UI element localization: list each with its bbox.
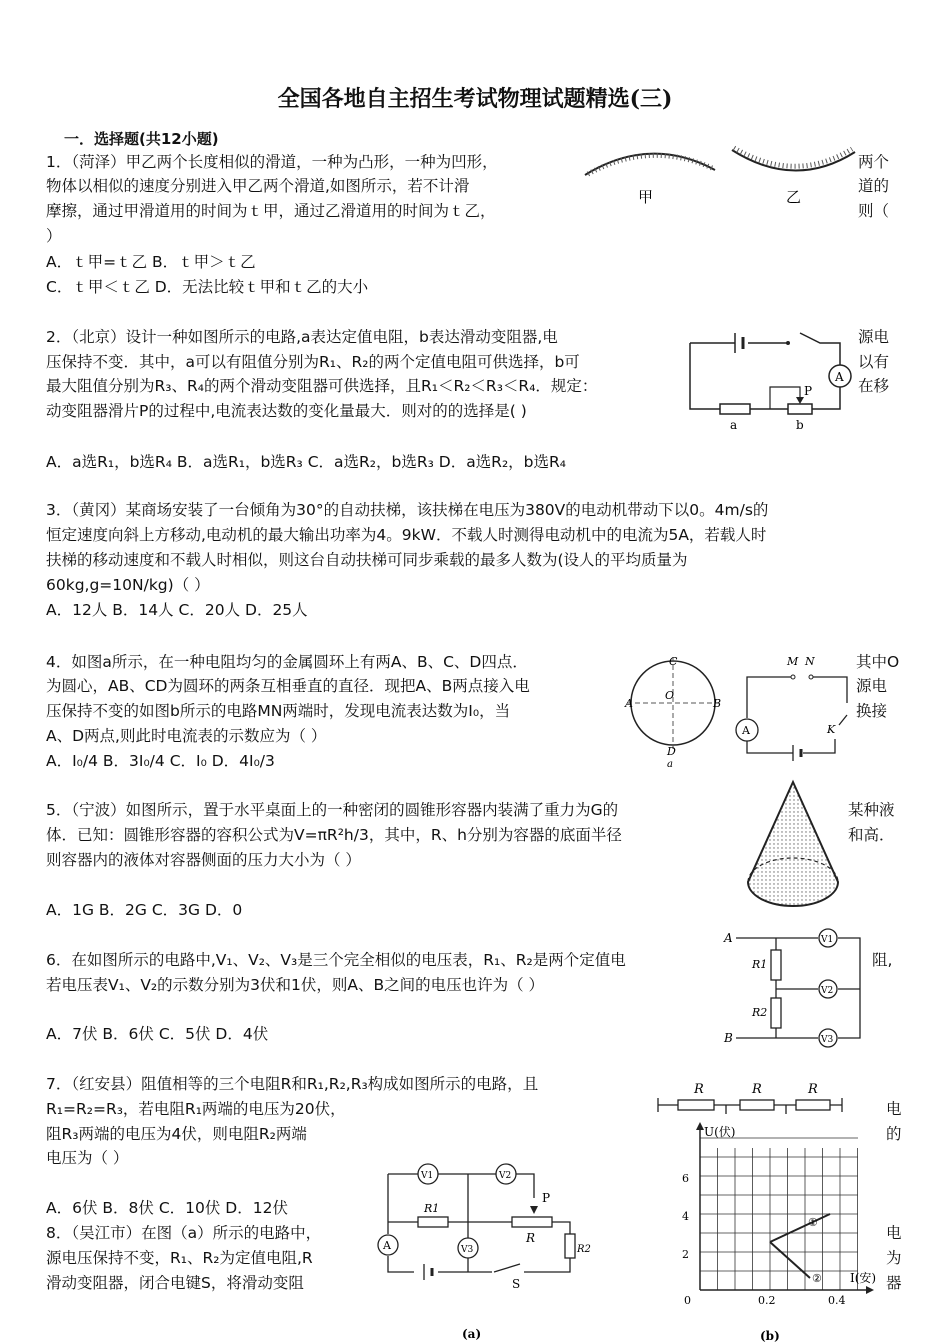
q2-line: 2．（北京）设计一种如图所示的电路,a表达定值电阻，b表达滑动变阻器,电	[46, 328, 558, 346]
q8-right: 器	[886, 1274, 902, 1292]
q6-right: 阻,	[872, 951, 893, 969]
q7-line: R₁=R₂=R₃，若电阻R₁两端的电压为20伏，	[46, 1100, 346, 1118]
q5-line: 体．已知：圆锥形容器的容积公式为V=πR²h/3，其中，R、h分别为容器的底面半径	[46, 826, 622, 844]
q1-line: 物体以相似的速度分别进入甲乙两个滑道,如图所示，若不计滑	[46, 177, 470, 195]
node-label: B	[724, 1031, 733, 1045]
q6-circuit-figure	[722, 928, 872, 1048]
fig-caption: (b)	[760, 1329, 780, 1343]
q3-line: 60kg,g=10N/kg)（ ）	[46, 576, 210, 594]
terminal-label: N	[805, 655, 815, 668]
resistor-label: R2	[752, 1006, 768, 1019]
tick-label: 4	[682, 1210, 689, 1223]
terminal-label: M	[787, 655, 799, 668]
q1-right: 两个	[858, 153, 890, 171]
q7-line: 电压为（ ）	[46, 1149, 129, 1167]
q7-right: 电	[886, 1100, 902, 1118]
q8-line: 源电压保持不变，R₁、R₂为定值电阻,R	[46, 1249, 313, 1267]
q1-options: C．ｔ甲＜ｔ乙 D．无法比较ｔ甲和ｔ乙的大小	[46, 278, 369, 296]
q5-cone-figure	[740, 778, 850, 914]
resistor-label: R1	[424, 1202, 440, 1215]
q5-right: 某种液	[848, 801, 895, 819]
fig-label: 乙	[786, 188, 802, 206]
tick-label: 0	[684, 1294, 691, 1307]
q5-options: A．1G B．2G C．3G D．0	[46, 901, 243, 919]
resistor-label: R1	[752, 958, 768, 971]
node-label: A	[724, 931, 733, 945]
resistor-label: R	[752, 1082, 762, 1097]
line-marker: ①	[808, 1216, 818, 1229]
ring-label: C	[669, 655, 678, 668]
q1-right: 道的	[858, 177, 890, 195]
resistor-label: R	[808, 1082, 818, 1097]
voltmeter-label: V1	[421, 1171, 434, 1181]
q7-right: 的	[886, 1125, 902, 1143]
q8-line: 8．（吴江市）在图（a）所示的电路中，	[46, 1224, 322, 1242]
fig-caption: a	[667, 759, 673, 770]
resistor-label: R2	[577, 1244, 591, 1255]
q5-line: 则容器内的液体对容器侧面的压力大小为（ ）	[46, 851, 361, 869]
q4-options: A．I₀/4 B．3I₀/4 C．I₀ D．4I₀/3	[46, 752, 275, 770]
q4-line: 4．如图a所示，在一种电阻均匀的金属圆环上有两A、B、C、D四点．	[46, 653, 528, 671]
ammeter-label: A	[835, 370, 844, 384]
graph-grid	[700, 1138, 858, 1290]
q3-line: 恒定速度向斜上方移动,电动机的最大输出功率为4。9kW．不载人时测得电动机中的电流为5A，若载人时	[46, 526, 767, 544]
slider-label: P	[804, 384, 813, 398]
q1-line: 摩擦，通过甲滑道用的时间为ｔ甲，通过乙滑道用的时间为ｔ乙，	[46, 202, 496, 220]
q1-right: 则（	[858, 202, 890, 220]
q7-line: 阻R₃两端的电压为4伏，则电阻R₂两端	[46, 1125, 307, 1143]
q1-slide-figure	[580, 140, 850, 220]
q2-circuit-figure	[690, 325, 850, 435]
q4-line: 为圆心，AB、CD为圆环的两条互相垂直的直径．现把A、B两点接入电	[46, 677, 530, 695]
q6-line: 若电压表V₁、V₂的示数分别为3伏和1伏，则A、B之间的电压也许为（ ）	[46, 976, 545, 994]
ammeter-label: A	[742, 724, 750, 737]
ring-label: A	[625, 697, 633, 710]
section-heading: 一．选择题(共12小题)	[64, 130, 219, 148]
q4-right: 源电	[856, 677, 888, 695]
q8-line: 滑动变阻器，闭合电键S，将滑动变阻	[46, 1274, 304, 1292]
q2-line: 最大阻值分别为R₃、R₄的两个滑动变阻器可供选择，且R₁＜R₂＜R₃＜R₄．规定：	[46, 377, 598, 395]
ring-label: D	[667, 745, 676, 758]
graph-line-1	[770, 1214, 830, 1242]
tick-label: 0.2	[758, 1294, 776, 1307]
ring-label: B	[713, 697, 722, 710]
rheostat-label: R	[526, 1231, 536, 1245]
q8-right: 电	[886, 1224, 902, 1242]
q2-line: 动变阻器滑片P的过程中,电流表达数的变化量最大．则对的的选择是( )	[46, 402, 527, 420]
fig-label: 甲	[638, 188, 654, 206]
q7-options: A．6伏 B．8伏 C．10伏 D．12伏	[46, 1199, 288, 1217]
q1-line: 1．（菏泽）甲乙两个长度相似的滑道，一种为凸形，一种为凹形，	[46, 153, 498, 171]
q2-line: 压保持不变．其中，a可以有阻值分别为R₁、R₂的两个定值电阻可供选择，b可	[46, 353, 580, 371]
q6-options: A．7伏 B．6伏 C．5伏 D．4伏	[46, 1025, 269, 1043]
q3-line: 扶梯的移动速度和不载人时相似，则这台自动扶梯可同步乘载的最多人数为(设人的平均质量为	[46, 551, 688, 569]
q3-line: 3．（黄冈）某商场安装了一台倾角为30°的自动扶梯，该扶梯在电压为380V的电动机带动下以0。4m/s的	[46, 501, 769, 519]
q7-resistor-figure	[656, 1078, 846, 1118]
switch-label: S	[512, 1277, 521, 1291]
q4-ring-figure	[625, 655, 855, 770]
q8-right: 为	[886, 1249, 902, 1267]
axis-label: U(伏)	[704, 1125, 736, 1139]
voltmeter-label: V3	[461, 1245, 474, 1255]
graph-line-2	[770, 1242, 810, 1278]
slider-label: P	[542, 1191, 551, 1205]
q8-graph-figure-b	[670, 1118, 880, 1344]
q4-right: 其中O	[856, 653, 900, 671]
q5-line: 5．（宁波）如图所示，置于水平桌面上的一种密闭的圆锥形容器内装满了重力为G的	[46, 801, 619, 819]
voltmeter-label: V1	[821, 935, 834, 945]
ring-label: O	[665, 689, 675, 702]
voltmeter-label: V3	[821, 1035, 834, 1045]
axis-label: I(安)	[850, 1271, 877, 1285]
q2-right: 以有	[858, 353, 890, 371]
voltmeter-label: V2	[499, 1171, 512, 1181]
ammeter-label: A	[383, 1239, 391, 1252]
page-title: 全国各地自主招生考试物理试题精选(三)	[277, 86, 673, 112]
q2-right: 在移	[858, 377, 890, 395]
q6-line: 6．在如图所示的电路中,V₁、V₂、V₃是三个完全相似的电压表，R₁、R₂是两个定值电	[46, 951, 626, 969]
q2-right: 源电	[858, 328, 890, 346]
q7-line: 7．（红安县）阻值相等的三个电阻R和R₁,R₂,R₃构成如图所示的电路，且	[46, 1075, 539, 1093]
voltmeter-label: V2	[821, 986, 834, 996]
rheostat-label: b	[796, 418, 804, 432]
q4-right: 换接	[856, 702, 888, 720]
fig-caption: (a)	[462, 1327, 482, 1341]
line-marker: ②	[812, 1272, 822, 1285]
tick-label: 0.4	[828, 1294, 846, 1307]
tick-label: 6	[682, 1172, 689, 1185]
q1-options: A．ｔ甲=ｔ乙 B．ｔ甲＞ｔ乙	[46, 253, 256, 271]
q8-circuit-figure-a	[374, 1160, 594, 1344]
q1-line: ）	[46, 227, 62, 245]
resistor-label: R	[694, 1082, 704, 1097]
switch-label: K	[827, 723, 836, 736]
q2-options: A．a选R₁，b选R₄ B．a选R₁，b选R₃ C．a选R₂，b选R₃ D．a选R₂，b选R₄	[46, 453, 566, 471]
q4-line: 压保持不变的如图b所示的电路MN两端时，发现电流表达数为I₀，当	[46, 702, 511, 720]
q3-options: A．12人 B．14人 C．20人 D．25人	[46, 601, 308, 619]
q5-right: 和高．	[848, 826, 895, 844]
q4-line: A、D两点,则此时电流表的示数应为（ ）	[46, 727, 327, 745]
tick-label: 2	[682, 1248, 689, 1261]
resistor-label: a	[730, 418, 738, 432]
